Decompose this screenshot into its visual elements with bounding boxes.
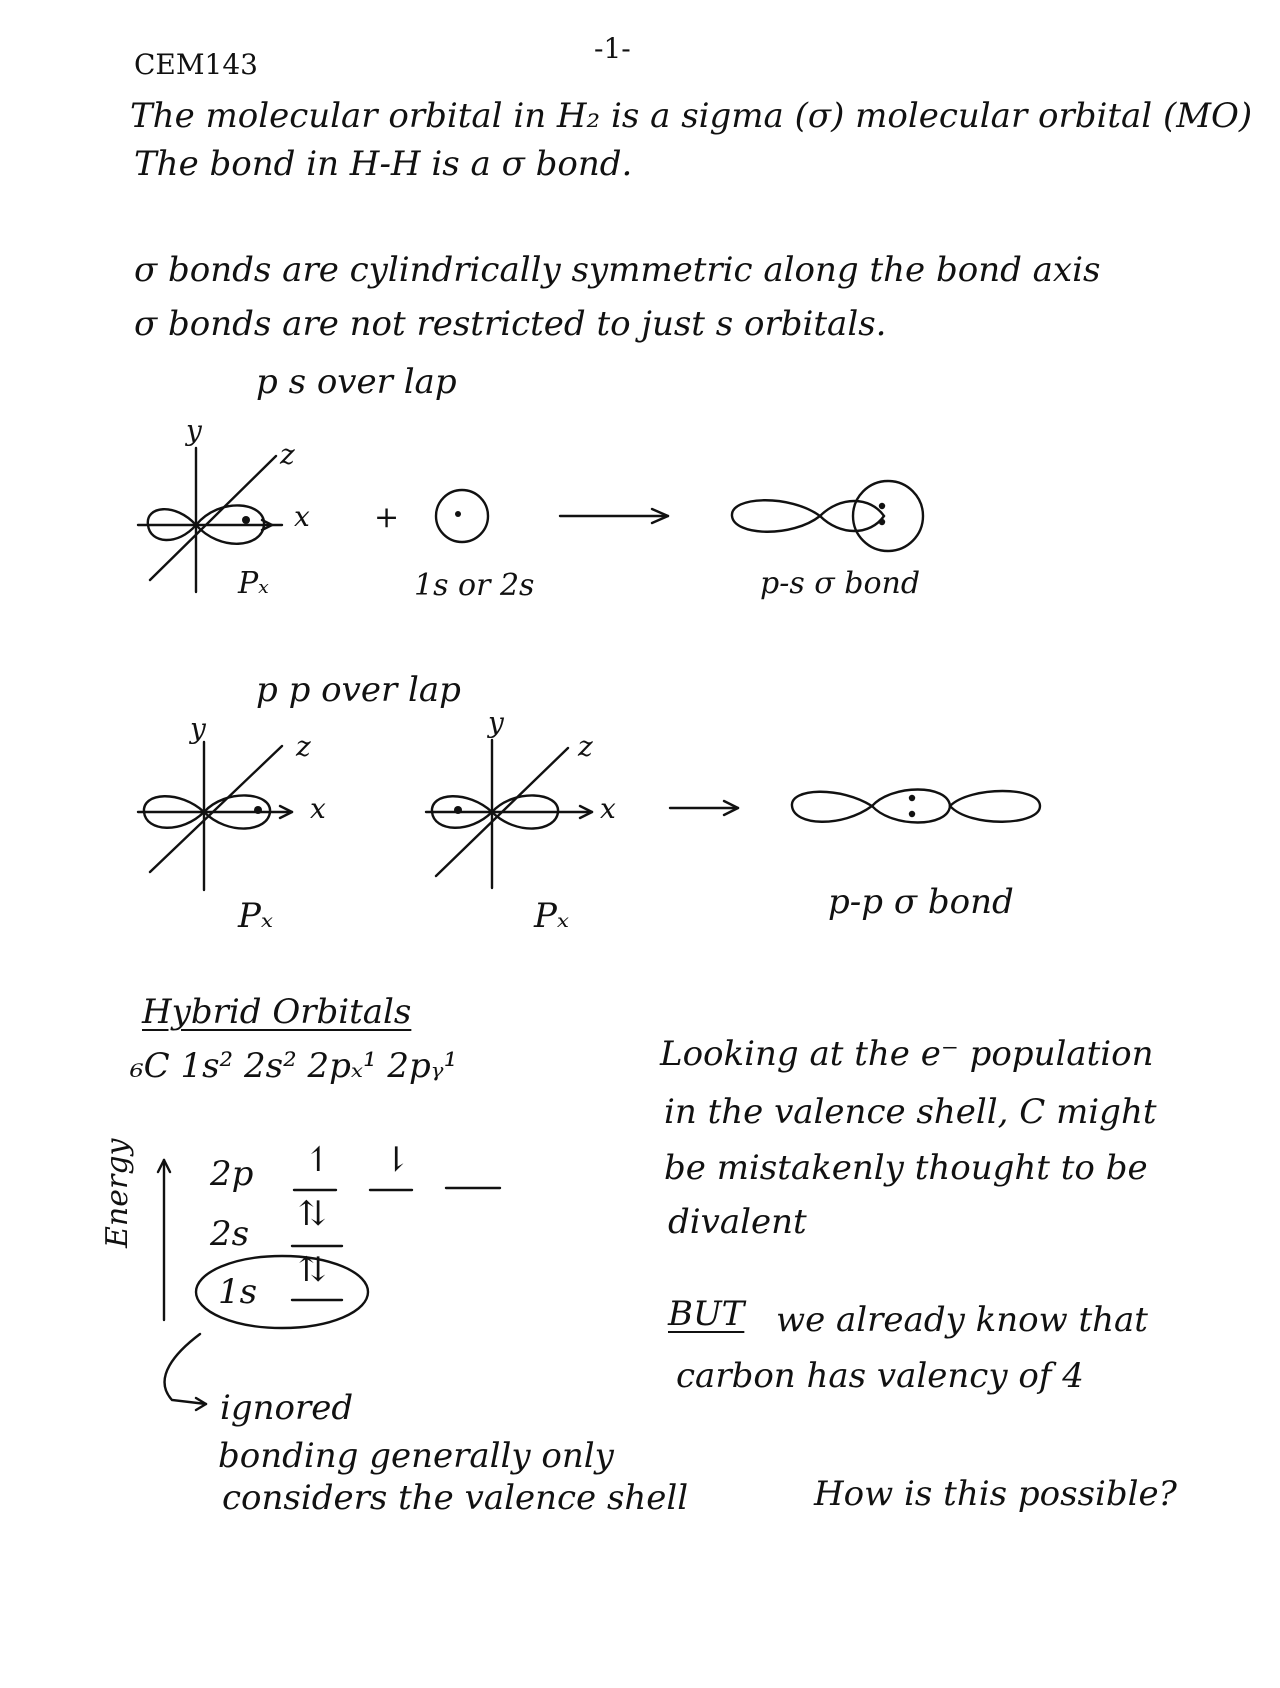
hybrid-title: Hybrid Orbitals [142, 992, 412, 1032]
pp-overlap-heading: p p over lap [256, 670, 461, 710]
energy-axis [158, 1160, 170, 1320]
bonding-note-2: considers the valence shell [222, 1478, 689, 1518]
level-2p-lines [294, 1188, 500, 1190]
pp-axes-2 [426, 740, 592, 888]
ps-axis-y-label: y [186, 414, 202, 447]
bonding-note-1: bonding generally only [218, 1436, 614, 1476]
ps-bond-shape [732, 481, 923, 551]
ps-arrow-icon [560, 509, 668, 523]
page-number: -1- [594, 32, 631, 65]
pp-arrow-icon [670, 801, 738, 815]
intro-line-2: The bond in H-H is a σ bond. [134, 144, 633, 184]
but-emphasis: BUT [668, 1294, 745, 1334]
ignored-arrow-icon [165, 1334, 206, 1410]
pp-axis-y-label-1: y [190, 712, 206, 745]
level-2s-electrons: ⇅ [298, 1194, 327, 1234]
pp-axis-x-label-2: x [600, 792, 616, 825]
pp-px-label-1: Pₓ [238, 896, 273, 936]
ignored-label: ignored [220, 1388, 354, 1428]
pp-px-label-2: Pₓ [534, 896, 569, 936]
right-note-4: divalent [668, 1202, 807, 1242]
right-note-1: Looking at the e⁻ population [660, 1034, 1154, 1074]
level-2p-electron-2: ⇂ [382, 1140, 411, 1180]
core-circle [196, 1256, 368, 1328]
carbon-config: 1s² 2s² 2pₓ¹ 2pᵧ¹ [180, 1046, 458, 1086]
ps-axis-z-label: z [280, 438, 295, 471]
pp-bond-label: p-p σ bond [828, 882, 1014, 922]
level-1s-electrons: ⇅ [298, 1250, 327, 1290]
carbon-symbol: ₆C [130, 1046, 170, 1086]
ps-px-label: Pₓ [238, 566, 269, 601]
ps-plus-sign: + [374, 500, 400, 535]
pp-axis-z-label-1: z [296, 730, 311, 763]
course-code: CEM143 [134, 48, 258, 81]
ps-s-orbital [436, 490, 488, 542]
pp-axis-z-label-2: z [578, 730, 593, 763]
right-note-2: in the valence shell, C might [664, 1092, 1157, 1132]
energy-axis-label: Energy [100, 1138, 135, 1248]
sigma-note-1: σ bonds are cylindrically symmetric along the bond axis [134, 250, 1101, 290]
ps-axis-x-label: x [294, 500, 310, 533]
right-note-6: carbon has valency of 4 [676, 1356, 1084, 1396]
right-note-5: we already know that [776, 1300, 1148, 1340]
pp-axis-x-label-1: x [310, 792, 326, 825]
pp-bond-shape [792, 790, 1040, 823]
ps-bond-label: p-s σ bond [760, 566, 921, 601]
right-note-3: be mistakenly thought to be [664, 1148, 1148, 1188]
intro-line-1: The molecular orbital in H₂ is a sigma (σ) molecular orbital (MO) [130, 96, 1253, 136]
level-2p-electron-1: ↿ [304, 1140, 333, 1180]
level-2s-label: 2s [210, 1214, 250, 1254]
question-line: How is this possible? [814, 1474, 1177, 1514]
level-2p-label: 2p [210, 1154, 254, 1194]
ps-axes [138, 448, 282, 592]
level-1s-label: 1s [218, 1272, 258, 1312]
pp-axis-y-label-2: y [488, 706, 504, 739]
ps-overlap-heading: p s over lap [256, 362, 457, 402]
ps-s-orbital-label: 1s or 2s [414, 568, 535, 603]
sigma-note-2: σ bonds are not restricted to just s orbitals. [134, 304, 887, 344]
